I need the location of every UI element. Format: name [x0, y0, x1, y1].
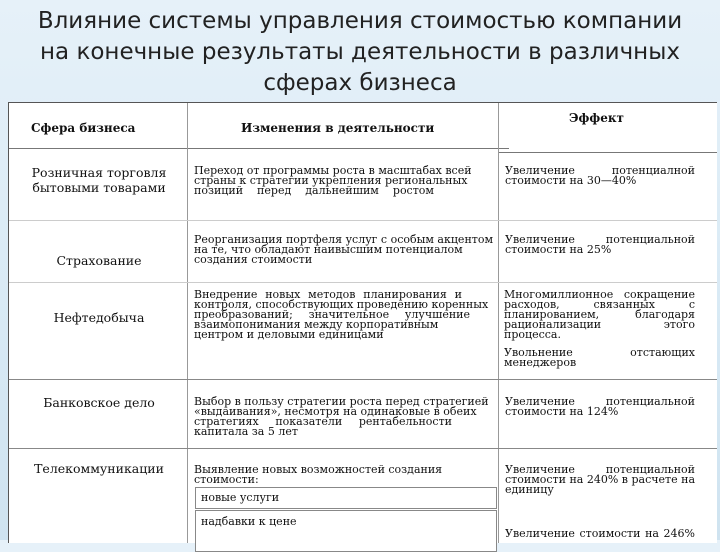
row-4-effect-line: стоимости на 124% — [505, 405, 619, 418]
row-1-changes-line: страны к стратегии укрепления региональных — [194, 174, 468, 187]
row-3-effect — [504, 290, 695, 368]
row-1-effect-line: Увеличение потенциалной — [505, 164, 695, 177]
header-divider — [9, 148, 509, 149]
title-line-3: сферах бизнеса — [263, 70, 457, 96]
row-4-changes-line: «выдаивания», несмотря на одинаковые в обеих — [194, 405, 477, 418]
row-1-sphere-line: бытовыми товарами — [32, 180, 166, 195]
header-sphere: Сфера бизнеса — [31, 121, 136, 135]
row-3-changes-line: взаимопонимания между корпоративным — [194, 318, 439, 331]
row-1-changes-line: позиций перед дальнейшим ростом — [194, 184, 434, 197]
row-5-sphere: Телекоммуникации — [34, 461, 164, 476]
row-3-effect-extra-line: Увольнение отстающих — [504, 346, 695, 359]
row-5-effect-line: единицу — [505, 483, 554, 496]
row-5-effect-line: Увеличение потенциальной — [505, 463, 695, 476]
header-divider-right — [499, 152, 717, 153]
row-5-effect-extra-line: Увеличение стоимости на 246% — [505, 527, 695, 540]
header-changes: Изменения в деятельности — [241, 121, 435, 135]
row-2-effect-line: стоимости на 25% — [505, 243, 612, 256]
row-2-changes-line: на те, что обладают наивысшим потенциалом — [194, 243, 463, 256]
row-1-changes — [194, 166, 476, 196]
row-4-changes-line: капитала за 5 лет — [194, 425, 298, 438]
row-3-changes — [194, 290, 492, 340]
row-2-changes — [194, 235, 494, 265]
sub-item-label: новые услуги — [201, 491, 280, 504]
row-1-sphere-line: Розничная торговля — [31, 165, 167, 180]
row-5-effect-extra — [505, 529, 695, 539]
header-effect: Эффект — [569, 111, 624, 125]
row-3-sphere: Нефтедобыча — [53, 310, 145, 325]
business-effects-table — [8, 102, 717, 543]
row-4-changes-line: Выбор в пользу стратегии роста перед стратегией — [194, 395, 489, 408]
row-2-changes-line: Реорганизация портфеля услуг с особым акцентом — [194, 233, 494, 246]
row-1-changes-line: Переход от программы роста в масштабах всей — [194, 164, 472, 177]
row-3-changes-line: Внедрение новых методов планирования и — [194, 288, 462, 301]
row-3-effect-line: расходов, связанных с — [504, 298, 695, 311]
row-3-changes-line: центром и деловыми единицами — [194, 328, 384, 341]
column-divider-1 — [187, 103, 188, 543]
row-4-effect-line: Увеличение потенциальной — [505, 395, 695, 408]
row-3-effect-extra-line: менеджеров — [504, 356, 577, 369]
row-5-changes-line: Выявление новых возможностей создания — [194, 463, 443, 476]
row-4-changes — [194, 397, 496, 437]
row-4-effect — [505, 397, 695, 417]
row-2-sphere: Страхование — [56, 253, 142, 268]
title-line-1: Влияние системы управления стоимостью компании — [37, 8, 683, 34]
sub-item-new-services — [195, 487, 497, 509]
row-3-effect-line: рационализации этого процесса. — [504, 318, 695, 341]
row-3-effect-line: Многомиллионное сокращение — [504, 288, 695, 301]
row-5-effect — [505, 465, 695, 495]
row-3-effect-line: планированием, благодаря — [504, 308, 695, 321]
row-3-changes-line: преобразований; значительное улучшение — [194, 308, 470, 321]
row-divider — [9, 379, 717, 380]
sub-item-label: надбавки к цене — [201, 515, 297, 528]
sub-item-price-premiums — [195, 510, 497, 552]
row-2-changes-line: создания стоимости — [194, 253, 313, 266]
row-1-effect — [505, 166, 695, 186]
row-3-changes-line: контроля, способствующих проведению коренных — [194, 298, 489, 311]
row-2-effect — [505, 235, 695, 255]
title-line-2: на конечные результаты деятельности в различных — [40, 39, 680, 65]
column-divider-2 — [498, 103, 499, 543]
row-5-changes-line: стоимости: — [194, 473, 259, 486]
slide-title — [0, 6, 720, 99]
row-5-effect-line: стоимости на 240% в расчете на — [505, 473, 695, 486]
row-5-changes — [194, 465, 474, 485]
row-divider — [9, 220, 717, 221]
row-divider — [9, 282, 717, 283]
row-4-sphere: Банковское дело — [43, 395, 155, 410]
row-4-changes-line: стратегиях показатели рентабельности — [194, 415, 452, 428]
row-1-sphere — [19, 165, 179, 195]
row-divider — [9, 448, 717, 449]
row-2-effect-line: Увеличение потенциальной — [505, 233, 695, 246]
row-1-effect-line: стоимости на 30—40% — [505, 174, 637, 187]
